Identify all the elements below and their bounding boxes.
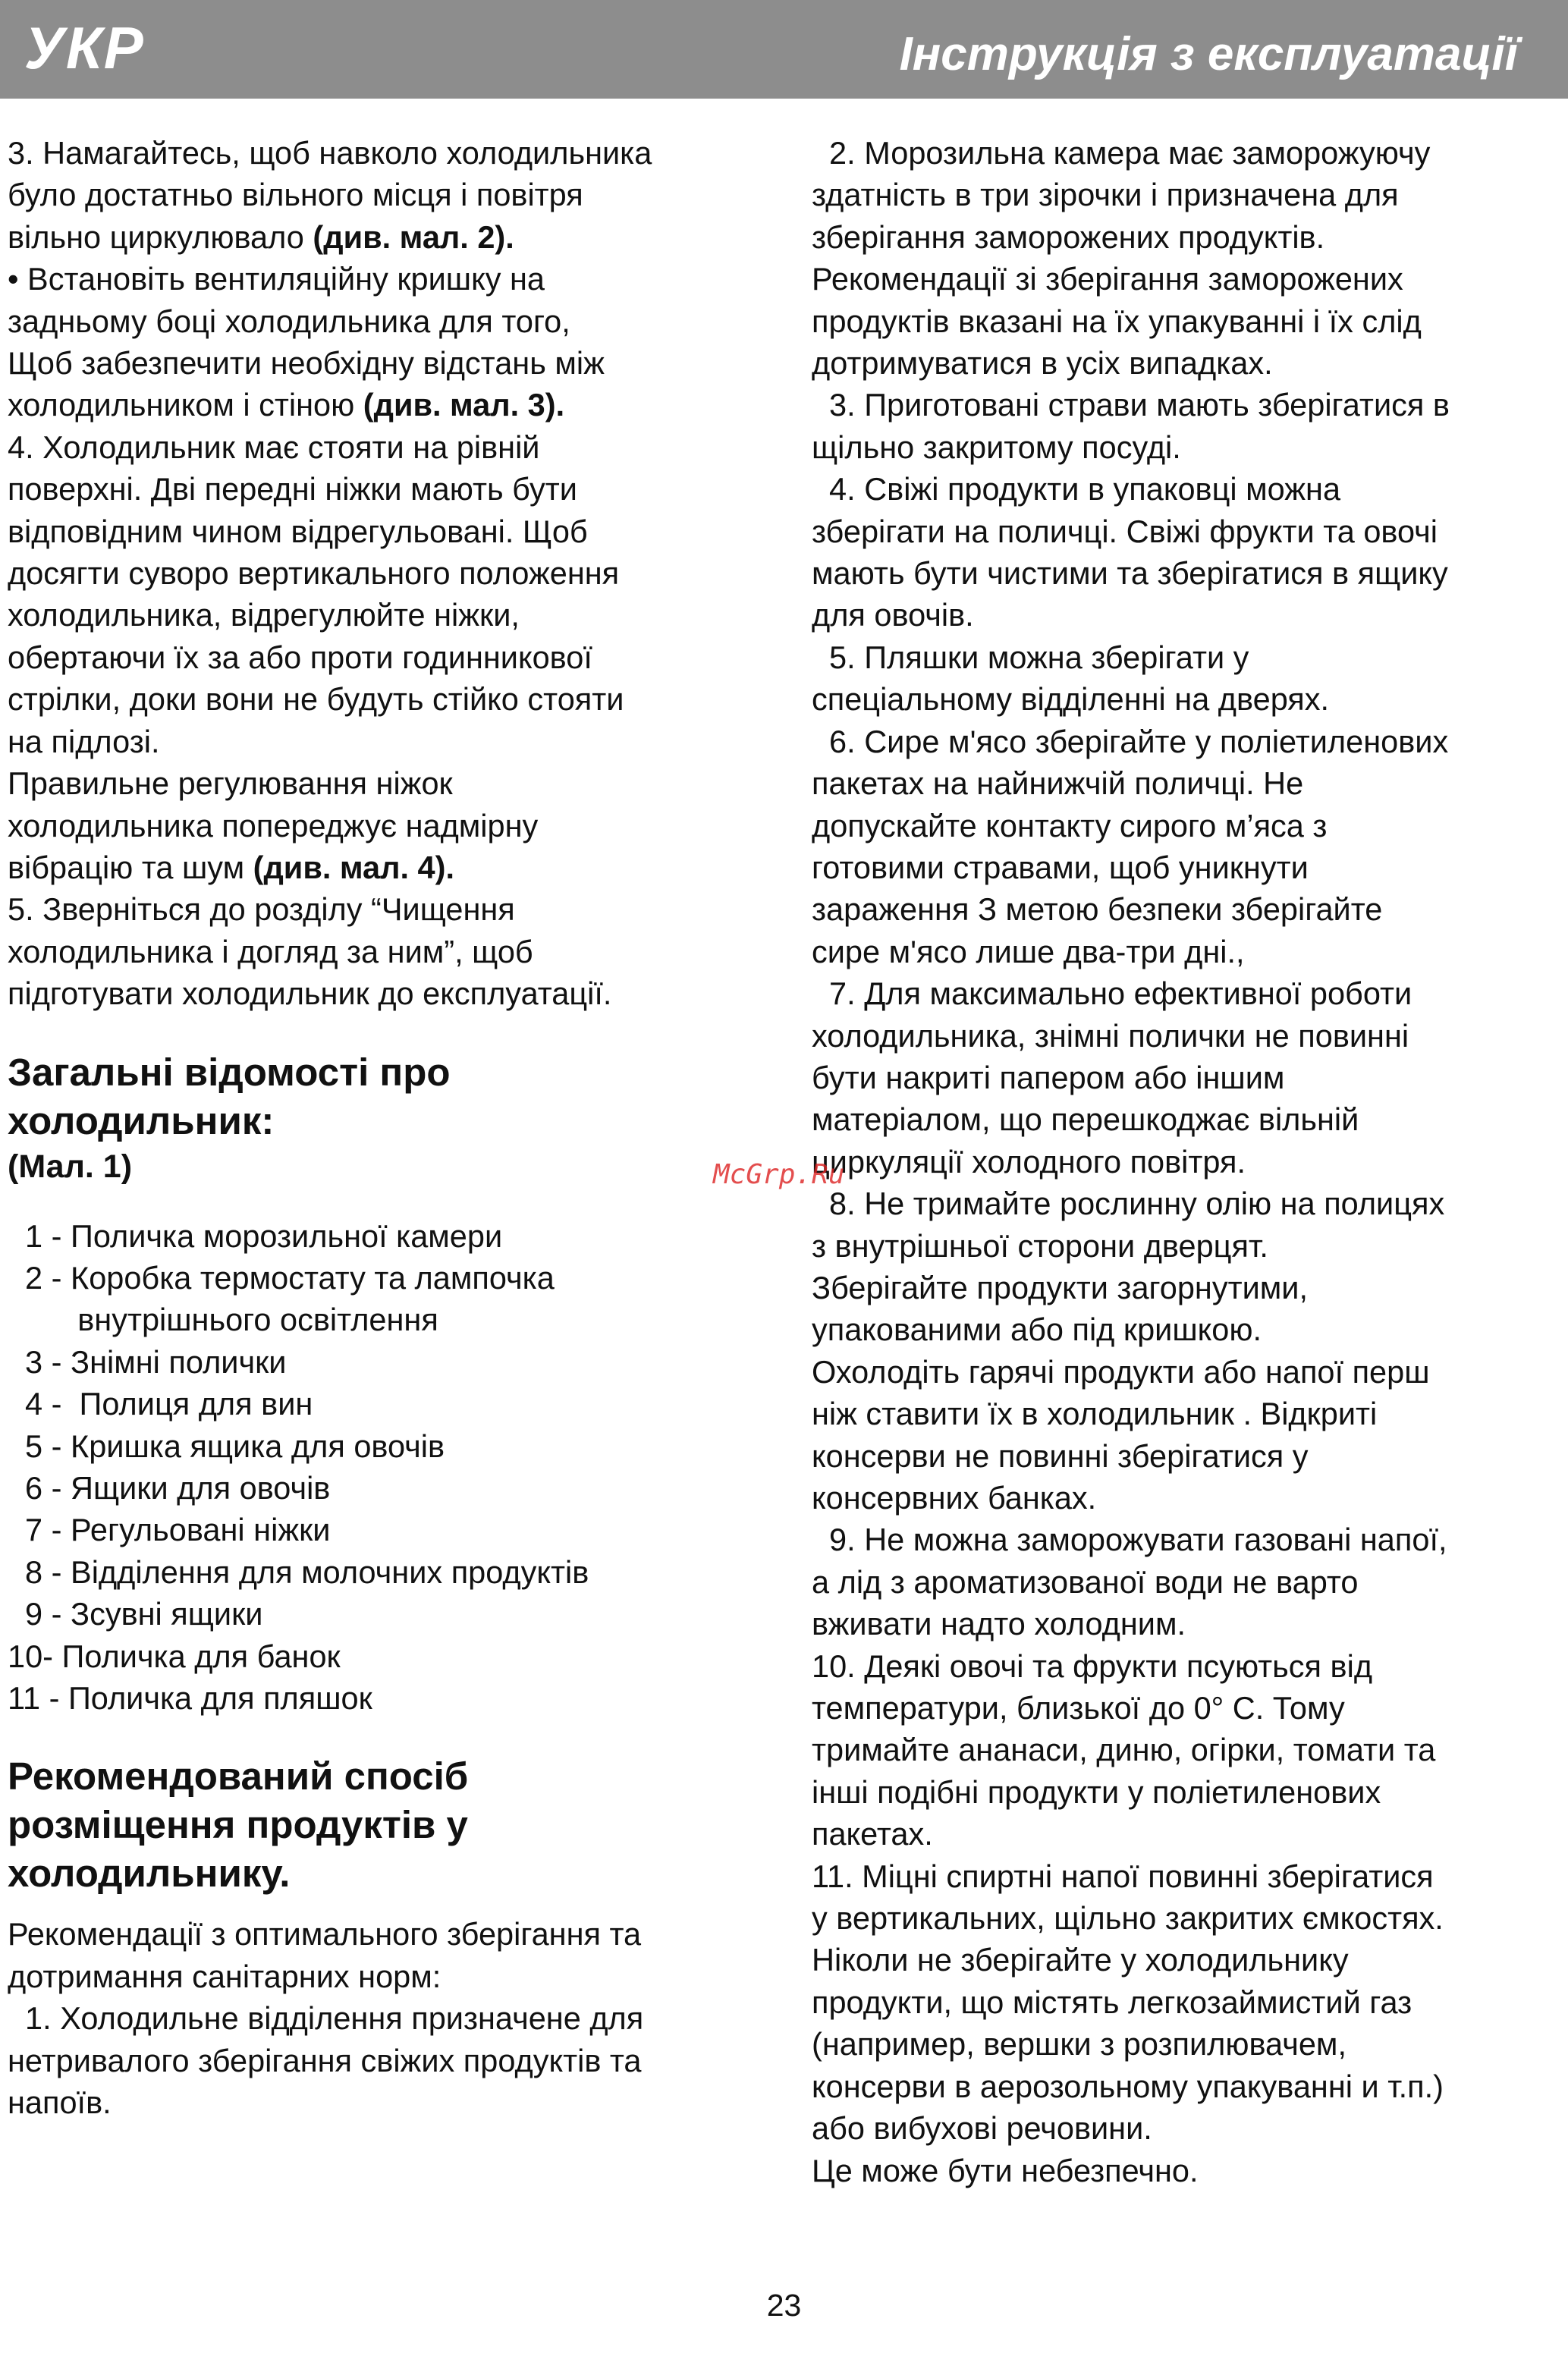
text-line-body: на підлозі. [8,723,160,759]
figure-reference: (див. мал. 4). [253,849,454,885]
text-line: тримайте ананаси, диню, огірки, томати та [812,1732,1436,1768]
text-line: інші подібні продукти у поліетиленових [812,1773,1381,1810]
list-item: 6 - Ящики для овочів [8,1469,331,1506]
text-line [8,805,766,847]
list-item: 10- Поличка для банок [8,1638,341,1674]
page-number: 23 [766,2288,802,2323]
list-item: внутрішнього освітлення [8,1302,438,1338]
text-line: Рекомендації зі зберігання заморожених [812,261,1403,297]
text-line: 6. Сире м'ясо зберігайте у поліетиленових [812,723,1449,759]
text-line-body: підготувати холодильник до експлуатації. [8,975,612,1012]
text-line [8,510,766,552]
text-line: консервних банках. [812,1480,1097,1516]
text-line: 3. Приготовані страви мають зберігатися в [812,387,1450,423]
text-line: Зберігайте продукти загорнутими, [812,1269,1309,1305]
text-line [8,216,766,258]
heading-line: холодильник: [8,1098,275,1142]
text-line: 10. Деякі овочі та фрукти псуються від [812,1648,1373,1684]
text-line-body: • Встановіть вентиляційну кришку на [8,261,545,297]
heading-line: Загальні відомості про [8,1050,451,1094]
text-line [8,636,766,678]
text-line: або вибухові речовини. [812,2110,1152,2147]
heading-line: холодильнику. [8,1852,291,1896]
text-line [8,258,766,300]
figure-reference: (див. мал. 3). [363,387,565,423]
text-line: Це може бути небезпечно. [812,2152,1199,2188]
text-line: щільно закритому посуді. [812,429,1181,465]
list-item: 2 - Коробка термостату та лампочка [8,1259,555,1296]
text-line: зараження З метою безпеки зберігайте [812,891,1383,928]
text-line: матеріалом, що перешкоджає вільній [812,1101,1359,1138]
heading-line: Рекомендований спосіб [8,1755,469,1799]
text-line [8,468,766,510]
list-item: 7 - Регульовані ніжки [8,1512,331,1548]
text-line: 7. Для максимально ефективної роботи [812,975,1412,1012]
text-line: циркуляції холодного повітря. [812,1143,1246,1180]
text-line: пакетах на найнижчій поличці. Не [812,765,1304,802]
text-line [8,931,766,972]
text-line: 8. Не тримайте рослинну олію на полицях [812,1186,1445,1222]
text-line: допускайте контакту сирого м’яса з [812,807,1328,843]
text-line-body: досягти суворо вертикального положення [8,555,620,592]
text-line [8,384,766,426]
language-label: УКР [24,14,145,81]
storage-recommendations [812,132,1563,2191]
text-line-body: 3. Намагайтесь, щоб навколо холодильника [8,135,652,171]
text-line: сире м'ясо лише два-три дні., [812,933,1245,969]
text-line-body: було достатньо вільного місця і повітря [8,177,583,213]
text-line-body: вільно циркулювало [8,218,313,255]
text-line: для овочів. [812,597,974,633]
text-line: нетривалого зберігання свіжих продуктів та [8,2042,642,2078]
text-line [8,762,766,804]
text-line [8,847,766,888]
text-line: 2. Морозильна камера має заморожуючу [812,135,1431,171]
text-line: консерви не повинні зберігатися у [812,1437,1309,1474]
watermark: McGrp.Ru [713,1159,845,1190]
text-line-body: відповідним чином відрегульовані. Щоб [8,513,588,549]
list-item: 4 - Полиця для вин [8,1386,313,1422]
left-column [8,132,766,2123]
text-line: дотримуватися в усіх випадках. [812,345,1273,382]
text-line: Рекомендації з оптимального зберігання та [8,1916,642,1952]
text-line: здатність в три зірочки і призначена для [812,177,1399,213]
document-title: Інструкція з експлуатації [899,28,1518,80]
page-header [0,0,1568,99]
list-item: 3 - Знімні полички [8,1343,287,1380]
list-item: 1 - Поличка морозильної камери [8,1217,503,1254]
text-line [8,721,766,762]
text-line: температури, близької до 0° С. Тому [812,1690,1345,1726]
text-line: мають бути чистими та зберігатися в ящику [812,555,1448,592]
section-heading-general-info [8,1048,766,1145]
storage-text [8,1913,766,2123]
text-line: холодильника, знімні полички не повинні [812,1017,1409,1054]
list-item: 9 - Зсувні ящики [8,1596,263,1632]
text-line: 4. Свіжі продукти в упаковці можна [812,471,1341,507]
text-line-body: обертаючи їх за або проти годинникової [8,639,592,675]
text-line: консерви в аерозольному упакуванні и т.п.) [812,2068,1444,2104]
text-line [8,300,766,342]
text-line-body: стрілки, доки вони не будуть стійко стояти [8,681,624,718]
text-line: Охолодіть гарячі продукти або напої перш [812,1353,1430,1390]
list-item: 5 - Кришка ящика для овочів [8,1428,445,1464]
text-line: зберігати на поличці. Свіжі фрукти та овочі [812,513,1438,549]
list-item: 11 - Поличка для пляшок [8,1680,372,1716]
text-line [8,132,766,174]
text-line: зберігання заморожених продуктів. [812,218,1325,255]
text-line: упакованими або під кришкою. [812,1312,1262,1348]
text-line: Ніколи не зберігайте у холодильнику [812,1942,1349,1978]
text-line: вживати надто холодним. [812,1606,1186,1642]
text-line [8,972,766,1014]
list-item: 8 - Відділення для молочних продуктів [8,1553,589,1590]
text-line [8,426,766,468]
text-line-body: холодильника і догляд за ним”, щоб [8,933,533,969]
text-line-body: 5. Зверніться до розділу “Чищення [8,891,515,928]
text-line: напоїв. [8,2084,112,2121]
text-line: у вертикальних, щільно закритих ємкостях. [812,1900,1444,1937]
text-line: 5. Пляшки можна зберігати у [812,639,1249,675]
text-line: бути накриті папером або іншим [812,1059,1285,1095]
text-line: (например, вершки з розпилювачем, [812,2026,1346,2062]
text-line: спеціальному відділенні на дверях. [812,681,1330,718]
intro-text [8,132,766,1015]
text-line: пакетах. [812,1816,933,1852]
text-line-body: вібрацію та шум [8,849,253,885]
figure-reference: (Мал. 1) [8,1148,133,1185]
text-line-body: Правильне регулювання ніжок [8,765,453,802]
text-line [8,678,766,720]
parts-list [8,1215,766,1720]
text-line [8,594,766,636]
text-line-body: поверхні. Дві передні ніжки мають бути [8,471,577,507]
text-line-body: 4. Холодильник має стояти на рівній [8,429,540,465]
text-line [8,888,766,930]
text-line [8,174,766,215]
text-line: продукти, що містять легкозаймистий газ [812,1984,1412,2020]
section-heading-storage [8,1752,766,1898]
text-line: продуктів вказані на їх упакуванні і їх слід [812,303,1422,339]
text-line: 11. Міцні спиртні напої повинні зберігатися [812,1858,1434,1894]
text-line: 1. Холодильне відділення призначене для [8,2000,644,2037]
text-line [8,342,766,384]
text-line: ніж ставити їх в холодильник . Відкриті [812,1396,1378,1432]
figure-reference: (див. мал. 2). [313,218,514,255]
text-line: готовими стравами, щоб уникнути [812,849,1309,885]
text-line: 9. Не можна заморожувати газовані напої, [812,1522,1447,1558]
text-line-body: Щоб забезпечити необхідну відстань між [8,345,605,382]
text-line-body: холодильником і стіною [8,387,363,423]
right-column [812,132,1563,2191]
text-line-body: задньому боці холодильника для того, [8,303,570,339]
heading-line: розміщення продуктів у [8,1803,468,1847]
text-line-body: холодильника, відрегулюйте ніжки, [8,597,520,633]
text-line: з внутрішньої сторони дверцят. [812,1227,1268,1264]
text-line: а лід з ароматизованої води не варто [812,1563,1359,1600]
text-line [8,552,766,594]
text-line-body: холодильника попереджує надмірну [8,807,539,843]
text-line: дотримання санітарних норм: [8,1958,441,1994]
